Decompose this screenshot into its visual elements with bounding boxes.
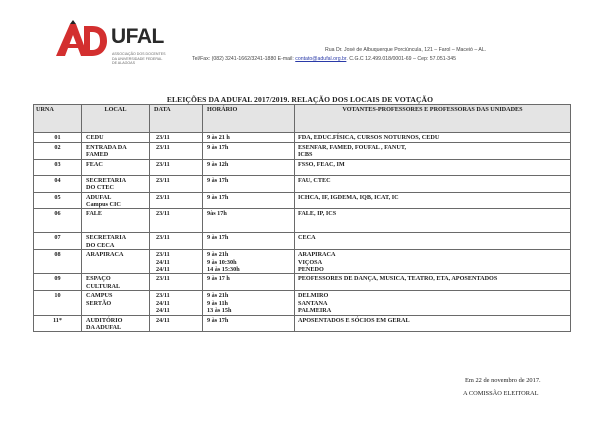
adufal-logo [54,20,174,66]
cell-horario [203,159,295,175]
cell-votantes [295,175,571,192]
cell-local-line: CEDU [86,134,104,141]
footer-date: Em 22 de novembro de 2017. [465,377,541,384]
cell-local-line: SERTÃO [86,299,112,307]
cell-data-line: 23/11 [156,234,170,242]
cell-urna: 06 [34,209,82,233]
cell-data-line: 23/11 [156,193,170,201]
cell-data-line: 23/11 [156,275,170,283]
cell-votantes-line: FAU, CTEC [298,176,331,184]
cell-horario [203,274,295,291]
cell-data-line: 23/11 [156,210,170,218]
cell-horario-line: 9 às 17h [207,234,229,242]
table-row [34,250,571,274]
cell-local [82,175,150,192]
cell-horario-line: 13 às 15h [207,307,232,315]
cell-votantes [295,274,571,291]
cell-local [82,192,150,209]
cell-horario [203,250,295,274]
address-line: Rua Dr. José de Albuquerque Porciúncula, 121 – Farol – Maceió – AL. [325,47,487,53]
cell-urna: 10 [34,291,82,315]
cell-votantes-line: APOSENTADOS E SÓCIOS EM GERAL [298,316,410,324]
cell-local [82,315,150,332]
cell-local-line: ESPAÇO [86,275,111,283]
contact-line [192,56,456,62]
cell-horario [203,175,295,192]
table-row [34,233,571,250]
table-row [34,192,571,209]
cell-local-line: SECRETARIA [86,176,127,184]
cell-local [82,233,150,250]
header-votantes: VOTANTES-PROFESSORES E PROFESSORAS DAS UNIDADES [295,105,571,133]
cell-local-line: ADUFAL [86,193,112,201]
table-body [34,133,571,332]
cell-local-line: FAMED [86,151,109,159]
cell-local [82,291,150,315]
cell-data [150,291,203,315]
cell-urna: 02 [34,143,82,160]
email-link[interactable]: contato@adufal.org.br [295,56,347,62]
cell-local [82,143,150,160]
logo-subtitle: ASSOCIAÇÃO DOS DOCENTES DA UNIVERSIDADE FEDERAL DE ALAGOAS [112,52,166,66]
cell-urna: 07 [34,233,82,250]
cell-votantes-line: ESENFAR, FAMED, FOUFAL , FANUT, [298,144,407,151]
cell-local-line: SECRETARIA [86,234,127,242]
cell-urna: 04 [34,175,82,192]
cell-votantes-line: FSSO, FEAC, IM [298,160,345,168]
cell-horario [203,209,295,233]
cell-votantes-line: CECA [298,234,316,242]
cell-votantes [295,143,571,160]
table-row [34,274,571,291]
cell-local-line: AUDITÓRIO [86,316,123,324]
cell-horario [203,291,295,315]
cell-data [150,315,203,332]
document-title: ELEIÇÕES DA ADUFAL 2017/2019. RELAÇÃO DOS LOCAIS DE VOTAÇÃO [166,95,434,104]
cell-data-line: 23/11 [156,176,170,184]
cell-votantes-line: ARAPIRACA [298,251,336,259]
cell-horario-line: 9 às 17 h [207,275,230,283]
cell-data-line: 24/11 [156,266,170,274]
cell-horario-line: 9 às 11h [207,299,228,307]
cell-votantes [295,192,571,209]
cell-data [150,192,203,209]
table-row [34,209,571,233]
cell-data-line: 23/11 [156,144,170,151]
cell-votantes-line: VIÇOSA [298,258,323,266]
cell-data [150,250,203,274]
cell-horario-line: 9 às 17h [207,176,229,184]
cell-data [150,274,203,291]
cell-data [150,233,203,250]
cell-local [82,159,150,175]
phone-text: Tel/Fax: (082) 3241-1662/3241-1880 E-mail: [192,56,294,62]
cell-data-line: 23/11 [156,160,170,168]
cell-urna: 01 [34,133,82,143]
cell-data [150,175,203,192]
cell-local [82,274,150,291]
cell-local-line: ENTRADA DA [86,144,127,151]
cgc-text: . C.G.C 12.499.018/0001-69 – Cep: 57.051-345 [346,56,456,62]
table-row [34,143,571,160]
header-local: LOCAL [82,105,150,133]
cell-data [150,133,203,143]
cell-local-line: FEAC [86,160,103,168]
cell-horario [203,315,295,332]
cell-horario [203,192,295,209]
cell-votantes-line: FALE, IP, ICS [298,210,337,218]
cell-horario-line: 9 às 17h [207,316,229,324]
cell-votantes-line: PEOFESSORES DE DANÇA, MUSICA, TEATRO, ETA, APOSENTADOS [298,275,498,283]
cell-votantes-line: DELMIRO [298,292,329,300]
cell-urna: 05 [34,192,82,209]
cell-urna: 03 [34,159,82,175]
cell-data-line: 23/11 [156,292,170,300]
cell-votantes-line: PENEDO [298,266,324,274]
cell-votantes-line: ICBS [298,151,313,159]
cell-local-line: Campus CIC [86,201,121,209]
cell-votantes [295,233,571,250]
cell-horario-line: 9 às 21h [207,292,229,300]
cell-data-line: 24/11 [156,316,170,324]
cell-local-line: ARAPIRACA [86,251,124,259]
cell-urna: 09 [34,274,82,291]
cell-local-line: CULTURAL [86,282,121,290]
cell-local [82,133,150,143]
logo-text: UFAL [111,25,164,48]
cell-urna: 08 [34,250,82,274]
cell-horario-line: 9 às 12h [207,160,229,168]
table-row [34,175,571,192]
cell-horario [203,233,295,250]
ad-logo-mark-icon [54,20,108,58]
table-row [34,159,571,175]
voting-locations-table [33,104,571,332]
cell-votantes [295,133,571,143]
cell-votantes [295,291,571,315]
table-row [34,133,571,143]
cell-data [150,143,203,160]
cell-local-line: DO CECA [86,241,115,249]
cell-votantes-line: PALMEIRA [298,307,332,315]
header-data: DATA [150,105,203,133]
cell-votantes-line: SANTANA [298,299,328,307]
cell-data-line: 23/11 [156,251,170,259]
footer-signature: A COMISSÃO ELEITORAL [463,390,539,397]
cell-horario-line: 9 às 17h [207,144,229,151]
cell-votantes [295,209,571,233]
cell-local-line: CAMPUS [86,292,113,300]
cell-horario-line: 9 às 10:30h [207,258,237,266]
cell-horario [203,133,295,143]
cell-local-line: FALE [86,210,103,218]
cell-votantes [295,315,571,332]
cell-local [82,250,150,274]
table-header-row [34,105,571,133]
cell-urna: 11* [34,315,82,332]
cell-local [82,209,150,233]
cell-votantes-line: ICHCA, IF, IGDEMA, IQB, ICAT, IC [298,193,399,201]
header-horario: HORÁRIO [203,105,295,133]
table-row [34,291,571,315]
table-row [34,315,571,332]
cell-data [150,159,203,175]
cell-data-line: 24/11 [156,307,170,315]
cell-horario-line: 9às 17h [207,210,227,218]
cell-votantes [295,159,571,175]
cell-local-line: DA ADUFAL [86,323,122,331]
cell-data-line: 24/11 [156,258,170,266]
header-urna: URNA [34,105,82,133]
cell-horario-line: 9 às 21h [207,251,229,259]
cell-data-line: 24/11 [156,299,170,307]
cell-votantes [295,250,571,274]
cell-horario-line: 9 às 17h [207,193,229,201]
cell-horario-line: 14 às 15:30h [207,266,240,274]
cell-data-line: 23/11 [156,134,170,141]
cell-data [150,209,203,233]
cell-local-line: DO CTEC [86,184,115,192]
cell-votantes-line: FDA, EDUC.FÍSICA, CURSOS NOTURNOS, CEDU [298,134,440,141]
cell-horario-line: 9 às 21 h [207,134,230,141]
cell-horario [203,143,295,160]
